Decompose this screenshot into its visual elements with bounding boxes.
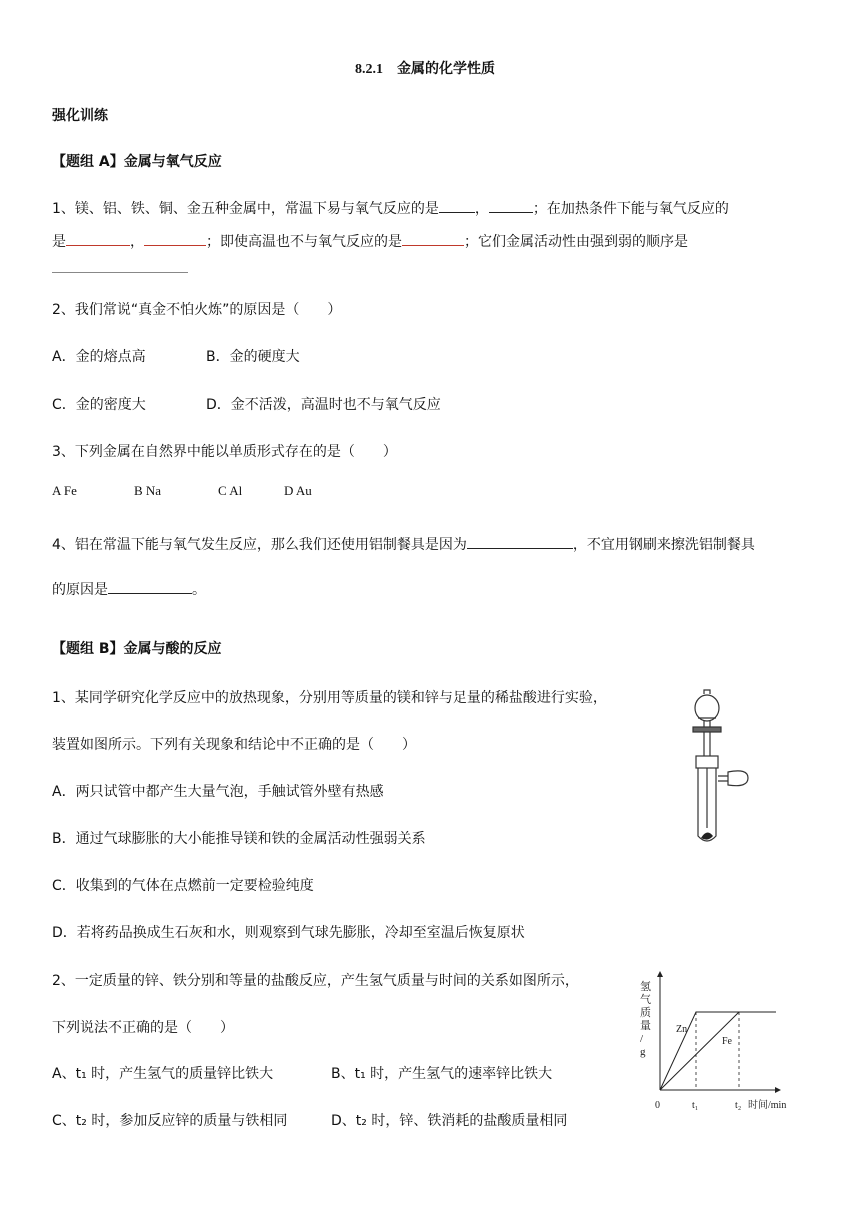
group-a-q4-line1: 4、铝在常温下能与氧气发生反应，那么我们还使用铝制餐具是因为 ，不宜用钢刷来擦洗铝制餐具	[52, 534, 755, 554]
option-c[interactable]: C．收集到的气体在点燃前一定要检验纯度	[52, 878, 314, 894]
answer-blank[interactable]	[66, 231, 130, 246]
group-a-q1-line2: 是 ， ；即使高温也不与氧气反应的是 ；它们金属活动性由强到弱的顺序是	[52, 231, 688, 251]
option-a[interactable]: A．两只试管中都产生大量气泡，手触试管外壁有热感	[52, 784, 384, 800]
option-d[interactable]: D．金不活泼，高温时也不与氧气反应	[206, 397, 441, 413]
option-a[interactable]: A、t₁ 时，产生氢气的质量锌比铁大	[52, 1066, 274, 1082]
option-c[interactable]: C Al	[218, 483, 243, 498]
group-a-q4-line2: 的原因是 。	[52, 579, 206, 599]
x-axis-label: 时间/min	[748, 1100, 787, 1111]
hydrogen-mass-chart	[636, 966, 806, 1116]
group-b-q1-line1: 1、某同学研究化学反应中的放热现象，分别用等质量的镁和锌与足量的稀盐酸进行实验，	[52, 690, 607, 706]
series-label-zn: Zn	[676, 1024, 688, 1035]
option-b[interactable]: B．金的硬度大	[206, 349, 300, 365]
group-b-q2-line2: 下列说法不正确的是（ ）	[52, 1020, 234, 1036]
answer-blank[interactable]	[402, 231, 464, 246]
group-a-heading: 【题组 A】金属与氧气反应	[52, 154, 222, 170]
x-tick-t1: t₁	[692, 1100, 699, 1111]
group-b-q2-line1: 2、一定质量的锌、铁分别和等量的盐酸反应，产生氢气质量与时间的关系如图所示，	[52, 973, 579, 989]
group-b-q1-line2: 装置如图所示。下列有关现象和结论中不正确的是（ ）	[52, 737, 416, 753]
x-tick-t2: t₂	[735, 1100, 742, 1111]
page-title: 8.2.1 金属的化学性质	[355, 62, 495, 77]
option-c[interactable]: C、t₂ 时，参加反应锌的质量与铁相同	[52, 1113, 288, 1129]
option-d[interactable]: D Au	[284, 483, 312, 498]
answer-blank[interactable]	[467, 534, 573, 549]
group-b-heading: 【题组 B】金属与酸的反应	[52, 641, 222, 657]
answer-blank[interactable]	[144, 231, 206, 246]
answer-blank[interactable]	[439, 198, 475, 213]
option-a[interactable]: A Fe	[52, 483, 77, 498]
series-label-fe: Fe	[722, 1036, 732, 1047]
group-a-q2-stem: 2、我们常说“真金不怕火炼”的原因是（ ）	[52, 302, 342, 318]
answer-blank[interactable]	[489, 198, 533, 213]
option-b[interactable]: B Na	[134, 483, 162, 498]
option-b[interactable]: B．通过气球膨胀的大小能推导镁和铁的金属活动性强弱关系	[52, 831, 426, 847]
option-b[interactable]: B、t₁ 时，产生氢气的速率锌比铁大	[331, 1066, 553, 1082]
group-a-q1-line1: 1、镁、铝、铁、铜、金五种金属中，常温下易与氧气反应的是 ， ；在加热条件下能与氧气反应的	[52, 198, 729, 218]
answer-blank[interactable]	[108, 579, 192, 594]
answer-blank-long[interactable]	[52, 262, 188, 273]
origin-label: 0	[655, 1100, 660, 1111]
option-c[interactable]: C．金的密度大	[52, 397, 146, 413]
option-d[interactable]: D、t₂ 时，锌、铁消耗的盐酸质量相同	[331, 1113, 568, 1129]
group-a-q3-stem: 3、下列金属在自然界中能以单质形式存在的是（ ）	[52, 444, 397, 460]
apparatus-figure	[682, 688, 758, 848]
option-a[interactable]: A．金的熔点高	[52, 349, 146, 365]
section-heading: 强化训练	[52, 108, 108, 124]
y-axis-label: 氢气质量/ g	[640, 981, 651, 1058]
option-d[interactable]: D．若将药品换成生石灰和水，则观察到气球先膨胀，冷却至室温后恢复原状	[52, 925, 525, 941]
